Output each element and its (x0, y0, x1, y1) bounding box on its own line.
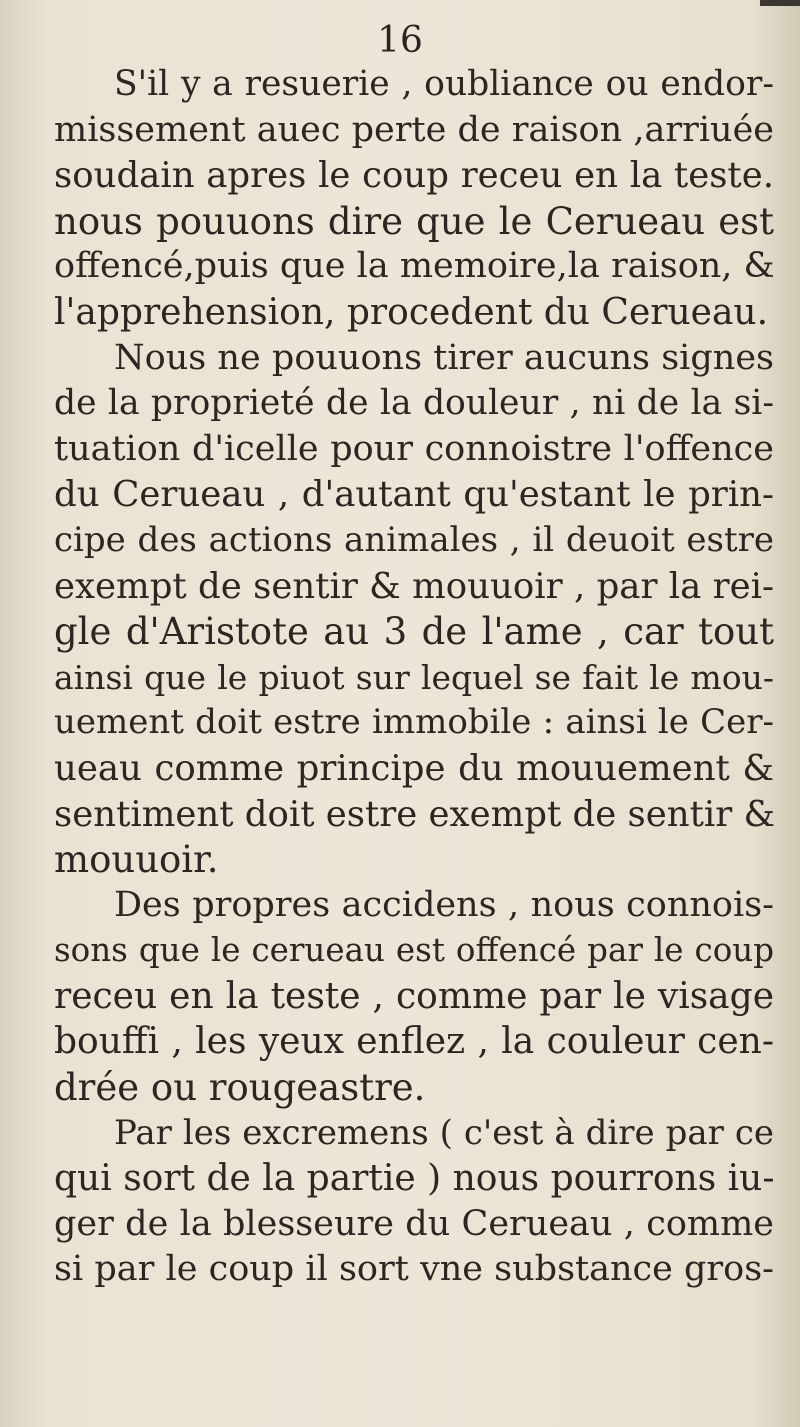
text-line: si par le coup il sort vne substance gros- (54, 1249, 774, 1290)
text-line: cipe des actions animales , il deuoit estre (54, 519, 774, 560)
text-line: qui sort de la partie ) nous pourrons iu- (54, 1158, 775, 1200)
text-line: exempt de sentir & mouuoir , par la rei- (54, 565, 774, 607)
text-line: ainsi que le piuot sur lequel se fait le mou- (54, 657, 774, 697)
text-line: Nous ne pouuons tirer aucuns signes (114, 337, 774, 378)
text-line: Des propres accidens , nous connois- (114, 884, 774, 925)
text-line: offencé,puis que la memoire,la raison, & (54, 246, 775, 287)
text-line: du Cerueau , d'autant qu'estant le prin- (54, 474, 774, 516)
text-line: mouuoir. (54, 838, 219, 882)
page-number: 16 (377, 20, 423, 61)
body-text (54, 62, 774, 1293)
text-line: nous pouuons dire que le Cerueau est (54, 199, 774, 243)
text-line: missement auec perte de raison ,arriuée (54, 109, 774, 150)
text-line: gle d'Aristote au 3 de l'ame , car tout (54, 610, 774, 654)
text-line: l'apprehension, procedent du Cerueau. (54, 291, 769, 333)
text-line: ueau comme principe du mouuement & (54, 747, 774, 789)
text-line: de la proprieté de la douleur , ni de la si- (54, 383, 774, 424)
text-line: drée ou rougeastre. (54, 1066, 426, 1110)
text-line: tuation d'icelle pour connoistre l'offence (54, 428, 774, 469)
text-line: receu en la teste , comme par le visage (54, 975, 774, 1017)
text-line: ger de la blesseure du Cerueau , comme (54, 1203, 774, 1244)
text-line: sons que le cerueau est offencé par le coup (54, 931, 774, 970)
page-corner-shadow (760, 0, 800, 6)
text-line: S'il y a resuerie , oubliance ou endor- (114, 64, 774, 104)
text-line: bouffi , les yeux enflez , la couleur cen- (54, 1021, 774, 1063)
text-line: uement doit estre immobile : ainsi le Cer- (54, 702, 774, 743)
text-line: soudain apres le coup receu en la teste. (54, 155, 774, 197)
text-line: sentiment doit estre exempt de sentir & (54, 793, 776, 835)
text-line: Par les excremens ( c'est à dire par ce (114, 1112, 774, 1153)
